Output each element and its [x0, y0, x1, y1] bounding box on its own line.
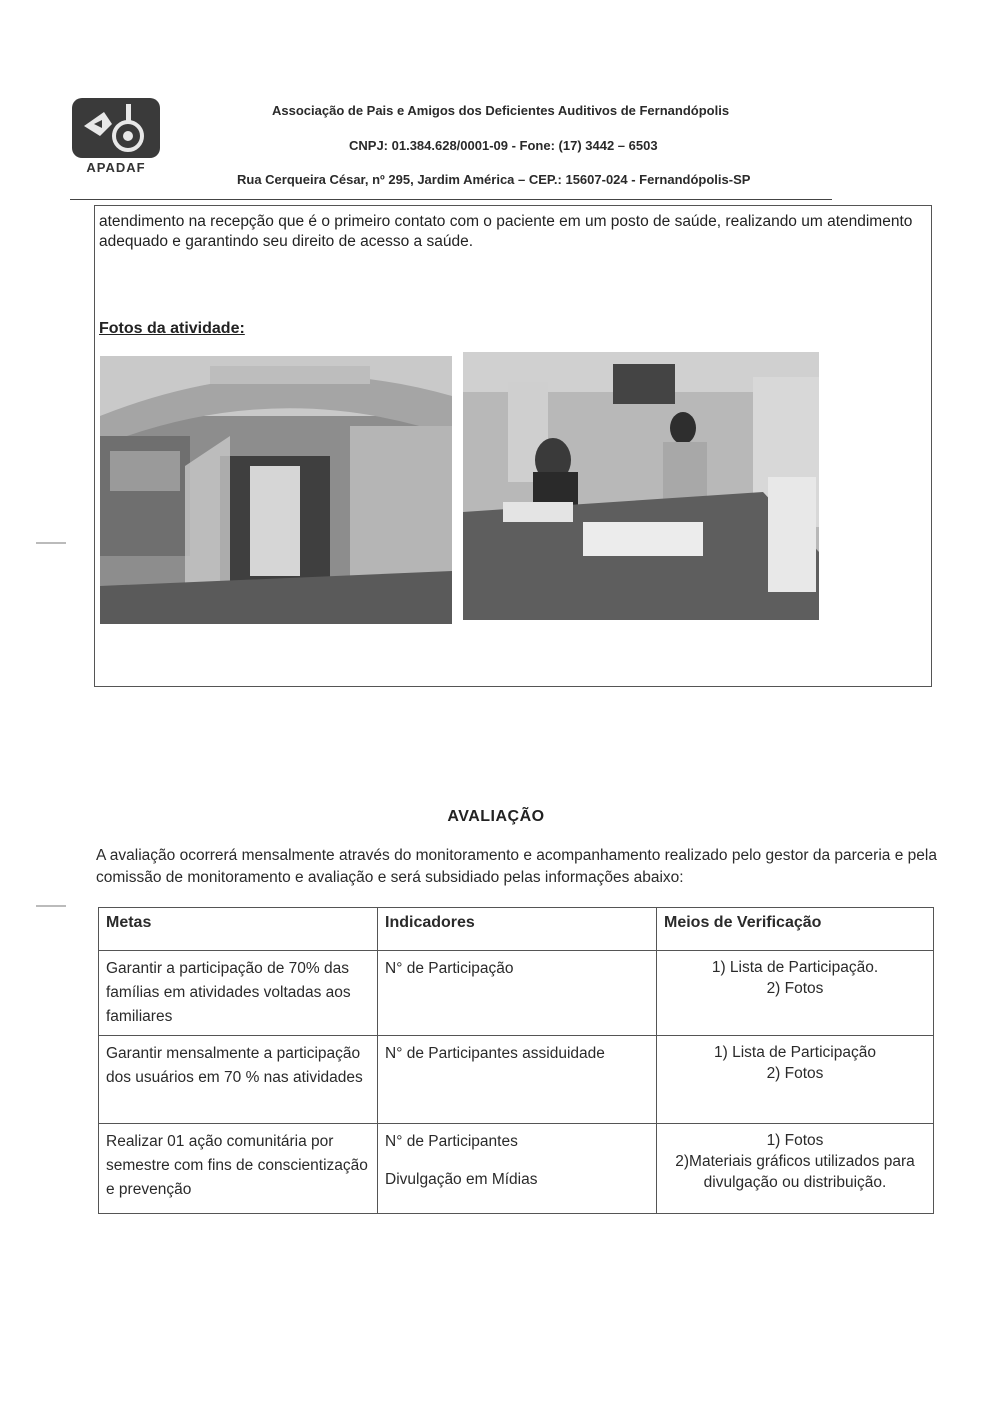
- spacer: [385, 1154, 649, 1168]
- row-indicadores: [378, 1124, 657, 1214]
- header-indicadores: Indicadores: [378, 908, 657, 951]
- header-meios: Meios de Verificação: [657, 908, 934, 951]
- evaluation-intro: A avaliação ocorrerá mensalmente através do monitoramento e acompanhamento realizado pelo gestor da parceria e pela comissão de monitoramento e avaliação e será subsidiado pelas informações abaixo:: [96, 847, 937, 886]
- meio-item: 1) Lista de Participação.: [711, 959, 879, 976]
- scan-margin-mark: [36, 542, 66, 544]
- logo-emblem-icon: [70, 96, 162, 160]
- row-meta: Realizar 01 ação comunitária por semestre com fins de conscientização e prevenção: [99, 1124, 378, 1214]
- row-meios: [657, 1036, 934, 1124]
- apadaf-logo: [70, 96, 162, 180]
- row-indicador: N° de Participantes assiduidade: [378, 1036, 657, 1124]
- organization-name: Associação de Pais e Amigos dos Deficientes Auditivos de Fernandópolis: [272, 103, 730, 118]
- meio-item: 1) Fotos: [766, 1132, 824, 1149]
- row-meta: Garantir mensalmente a participação dos usuários em 70 % nas atividades: [99, 1036, 378, 1124]
- indicador-item: Divulgação em Mídias: [385, 1171, 538, 1188]
- indicador-item: N° de Participantes: [385, 1133, 518, 1150]
- header-metas: Metas: [99, 908, 378, 951]
- table-row: [99, 1124, 934, 1214]
- photos-title: Fotos da atividade:: [99, 320, 245, 337]
- header-divider: [70, 199, 832, 200]
- meio-item: 2)Materiais gráficos utilizados para divulgação ou distribuição.: [675, 1153, 915, 1191]
- evaluation-title: AVALIAÇÃO: [447, 808, 545, 825]
- activity-frame: [94, 205, 932, 687]
- row-meta: Garantir a participação de 70% das famílias em atividades voltadas aos familiares: [99, 951, 378, 1036]
- evaluation-table: [98, 907, 934, 1214]
- photo-reception-desk: [463, 352, 819, 620]
- table-row: [99, 1036, 934, 1124]
- logo-text: APADAF: [86, 160, 146, 175]
- address: Rua Cerqueira César, nº 295, Jardim América – CEP.: 15607-024 - Fernandópolis-SP: [237, 172, 751, 187]
- meio-item: 1) Lista de Participação: [714, 1044, 876, 1061]
- photo-health-post-entrance: [100, 356, 452, 624]
- row-meios: [657, 951, 934, 1036]
- row-meios: [657, 1124, 934, 1214]
- meio-item: 2) Fotos: [766, 980, 824, 997]
- table-row: [99, 951, 934, 1036]
- cnpj-phone: CNPJ: 01.384.628/0001-09 - Fone: (17) 3442 – 6503: [349, 138, 658, 153]
- meio-item: 2) Fotos: [766, 1065, 824, 1082]
- row-indicador: N° de Participação: [378, 951, 657, 1036]
- scan-margin-mark: [36, 905, 66, 907]
- table-header-row: [99, 908, 934, 951]
- activity-paragraph: atendimento na recepção que é o primeiro contato com o paciente em um posto de saúde, realizando um atendimento adequado e garantindo seu direito de acesso a saúde.: [99, 213, 913, 250]
